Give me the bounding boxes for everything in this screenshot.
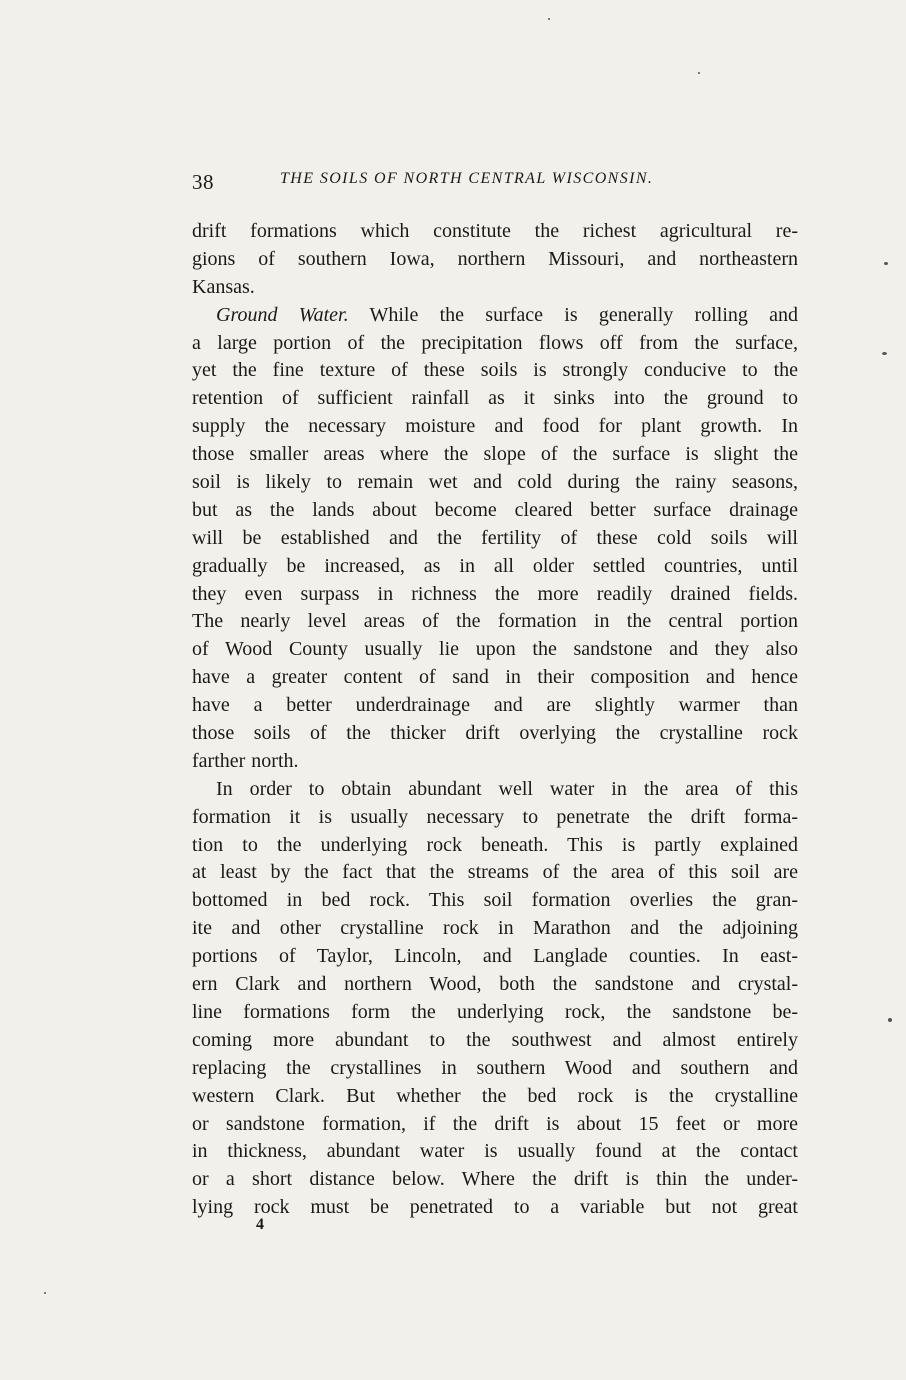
text-line: line formations form the underlying rock, the sandstone be- [192,1000,798,1023]
text-line: in thickness, abundant water is usually found at the contact [192,1140,798,1163]
running-title: THE SOILS OF NORTH CENTRAL WISCONSIN. [280,170,654,187]
text-line: a large portion of the precipitation flows off from the surface, [192,331,798,354]
text-line: or a short distance below. Where the drift is thin the under- [192,1168,798,1191]
text-line: coming more abundant to the southwest and almost entirely [192,1028,798,1051]
text-line: western Clark. But whether the bed rock is the crystalline [192,1084,798,1107]
page-number: 38 [192,170,214,194]
text-line: those smaller areas where the slope of the surface is slight the [192,443,798,466]
text-line: or sandstone formation, if the drift is about 15 feet or more [192,1112,798,1135]
text-line: those soils of the thicker drift overlying the crystalline rock [192,722,798,745]
text-line: tion to the underlying rock beneath. This is partly explained [192,833,798,856]
text-line: retention of sufficient rainfall as it sinks into the ground to [192,387,798,410]
paper-speck [888,1018,892,1022]
paper-speck [548,18,550,20]
text-line: ern Clark and northern Wood, both the sandstone and crystal- [192,973,798,996]
text-line: have a better underdrainage and are slightly warmer than [192,694,798,717]
text-line: The nearly level areas of the formation in the central portion [192,610,798,633]
body-text [192,218,798,1222]
running-head [192,166,802,196]
paper-speck [884,262,888,265]
text-line: portions of Taylor, Lincoln, and Langlade counties. In east- [192,945,798,968]
paper-speck [882,352,887,355]
text-line: farther north. [192,749,299,772]
text-line-content: While the surface is generally rolling and [369,303,799,326]
paper-speck [44,1292,46,1294]
text-line [192,302,798,330]
text-line: soil is likely to remain wet and cold during the rainy seasons, [192,471,798,494]
section-heading: Ground Water. [216,303,349,326]
text-line: gions of southern Iowa, northern Missouri, and northeastern [192,247,798,270]
text-line: but as the lands about become cleared better surface drainage [192,498,798,521]
text-line: supply the necessary moisture and food for plant growth. In [192,415,798,438]
text-line: lying rock must be penetrated to a variable but not great [192,1196,798,1219]
text-line: bottomed in bed rock. This soil formation overlies the gran- [192,889,798,912]
text-line: they even surpass in richness the more readily drained fields. [192,582,798,605]
text-line: gradually be increased, as in all older settled countries, until [192,554,798,577]
text-line: Kansas. [192,275,255,298]
text-line: replacing the crystallines in southern Wood and southern and [192,1056,798,1079]
text-line: In order to obtain abundant well water in the area of this [216,777,798,800]
text-line: yet the fine texture of these soils is strongly conducive to the [192,359,798,382]
text-line: will be established and the fertility of these cold soils will [192,526,798,549]
text-line: drift formations which constitute the richest agricultural re- [192,220,798,242]
signature-mark: 4 [256,1216,264,1233]
text-line: of Wood County usually lie upon the sandstone and they also [192,638,798,661]
text-line: ite and other crystalline rock in Marathon and the adjoining [192,917,798,940]
text-line: at least by the fact that the streams of the area of this soil are [192,861,798,884]
text-line: formation it is usually necessary to penetrate the drift forma- [192,805,798,828]
paper-speck [698,72,700,74]
text-line: have a greater content of sand in their composition and hence [192,666,798,689]
